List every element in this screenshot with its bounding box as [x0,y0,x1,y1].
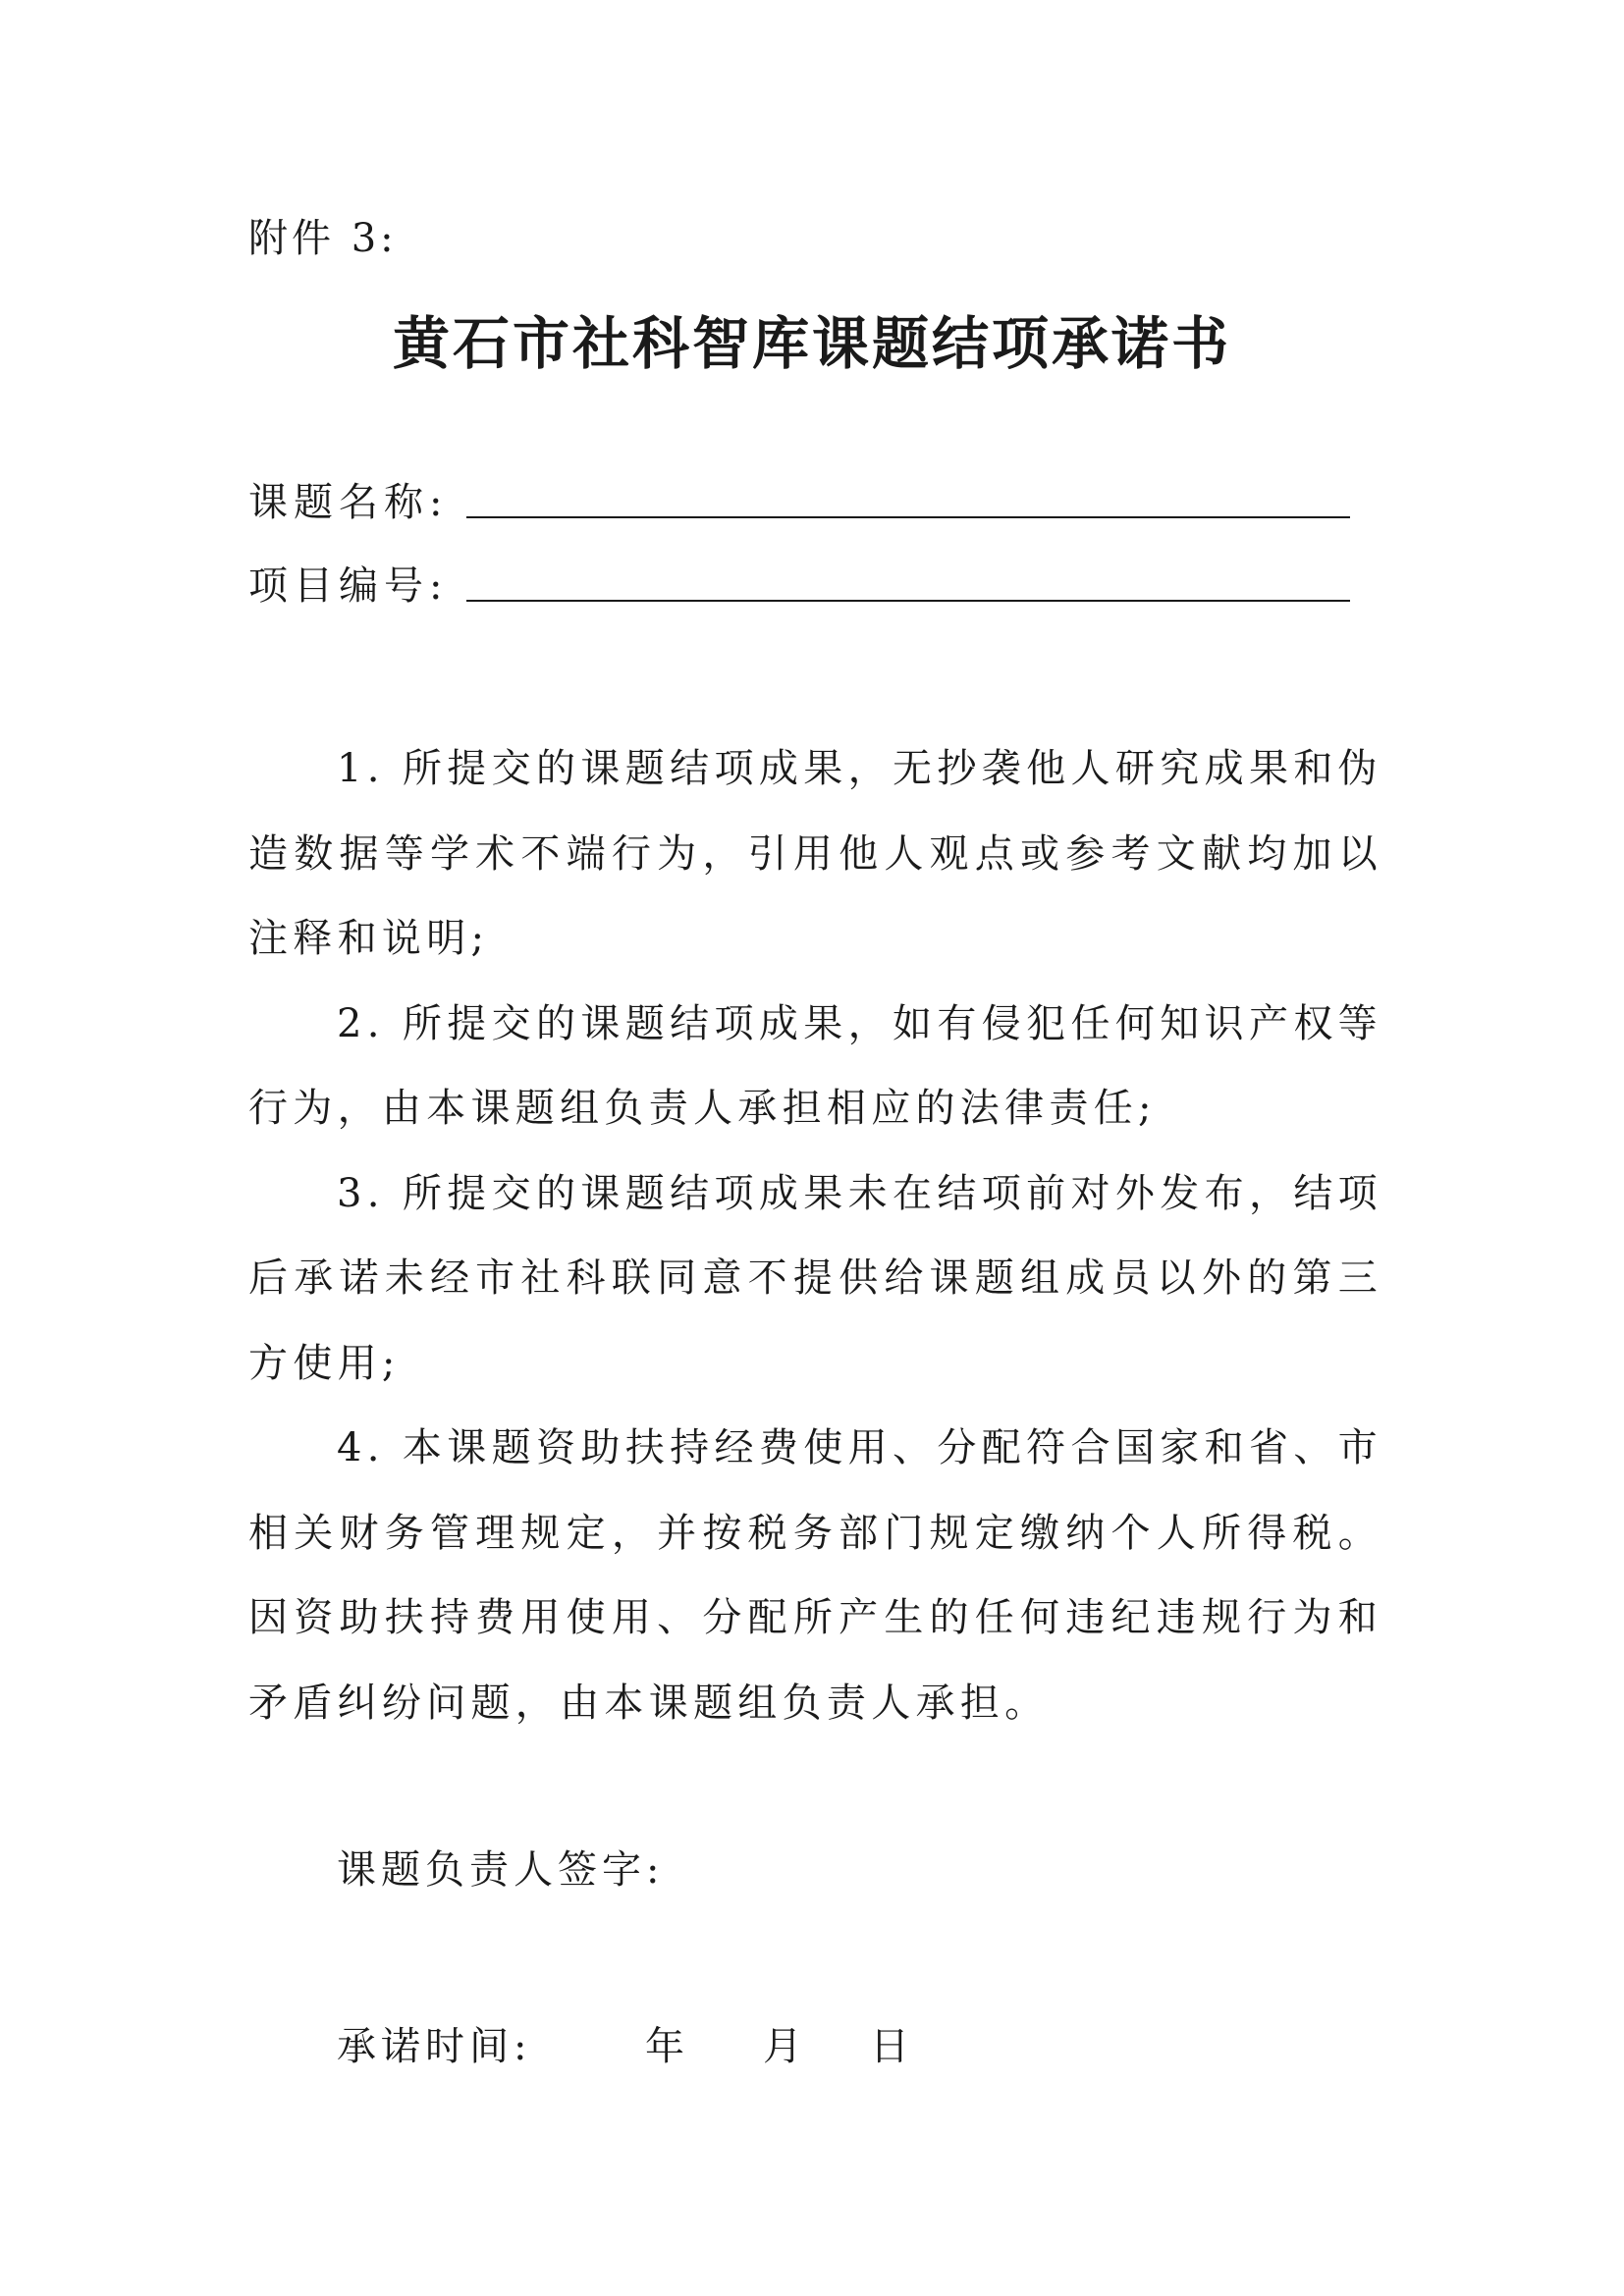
signature-label: 课题负责人签字: [337,1847,665,1893]
topic-name-label: 课题名称: [248,480,449,525]
date-month-label: 月 [763,2024,802,2069]
document-title: 黄石市社科智库课题结项承诺书 [392,310,1231,377]
commitment-item-1: 1. 所提交的课题结项成果，无抄袭他人研究成果和伪造数据等学术不端行为，引用他人观点或参考文献均加以注释和说明; [248,746,1382,961]
project-number-field[interactable] [466,559,1350,602]
date-year-label: 年 [645,2024,684,2069]
topic-name-row [248,475,1358,534]
commitment-item-3: 3. 所提交的课题结项成果未在结项前对外发布，结项后承诺未经市社科联同意不提供给课题组成员以外的第三方使用; [248,1170,1382,1386]
commitment-list [248,726,1382,1745]
date-day-label: 日 [870,2024,909,2069]
commitment-date-row [337,2019,1024,2078]
project-number-label: 项目编号: [248,563,449,609]
commitment-item-4: 4. 本课题资助扶持经费使用、分配符合国家和省、市相关财务管理规定，并按税务部门规定缴纳个人所得税。因资助扶持费用使用、分配所产生的任何违纪违规行为和矛盾纠纷问题，由本课题组负责人承担。 [248,1425,1382,1726]
commitment-item-2: 2. 所提交的课题结项成果，如有侵犯任何知识产权等行为，由本课题组负责人承担相应的法律责任; [248,1000,1382,1131]
topic-name-field[interactable] [466,475,1350,518]
project-number-row [248,559,1358,617]
attachment-label: 附件 3: [248,216,398,261]
commitment-date-label: 承诺时间: [337,2024,532,2069]
